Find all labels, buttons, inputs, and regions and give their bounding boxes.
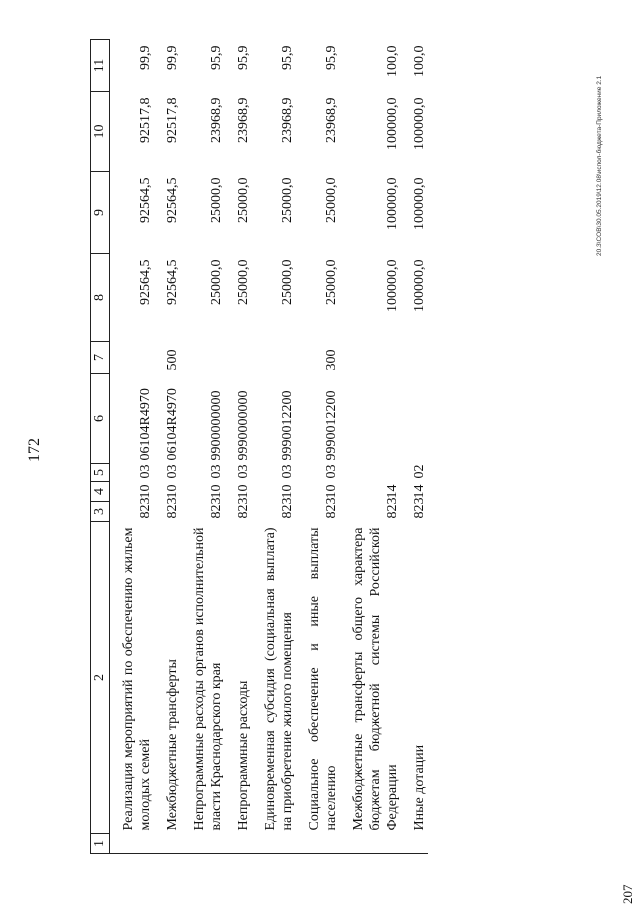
sheet-number: 207 — [620, 884, 635, 904]
value-col10: 23968,9 — [324, 97, 339, 143]
value-col8: 25000,0 — [209, 259, 224, 305]
section-code: 10 — [324, 484, 339, 499]
target-article-code — [401, 374, 428, 464]
value-col10: 23968,9 — [209, 97, 224, 143]
section-code: 10 — [280, 484, 295, 499]
target-article-code: 9990000000 — [236, 390, 251, 461]
value-col9: 25000,0 — [209, 177, 224, 223]
expense-name: Иные дотации — [412, 744, 427, 831]
value-col8: 100000,0 — [412, 259, 427, 312]
header-cell: 11 — [91, 40, 110, 92]
subsection-code: 03 — [324, 464, 339, 479]
header-cell: 6 — [91, 374, 110, 464]
percent-col11: 95,9 — [209, 45, 224, 70]
expense-name: Реализация мероприятий по обеспечению жильем молодых семей — [121, 527, 153, 831]
expense-type-code — [225, 342, 252, 374]
row-number-cell — [252, 834, 296, 854]
value-col8: 25000,0 — [280, 259, 295, 305]
value-col10: 23968,9 — [236, 97, 251, 143]
section-code: 10 — [165, 484, 180, 499]
header-cell: 1 — [91, 834, 110, 854]
ministry-code: 823 — [280, 497, 295, 519]
row-number-cell — [401, 834, 428, 854]
value-col8: 25000,0 — [236, 259, 251, 305]
percent-col11: 100,0 — [385, 45, 400, 77]
value-col8: 92564,5 — [165, 259, 180, 305]
percent-col11: 95,9 — [280, 45, 295, 70]
row-number-cell — [340, 834, 401, 854]
value-col9: 92564,5 — [165, 177, 180, 223]
section-code: 10 — [236, 484, 251, 499]
value-col8: 92564,5 — [138, 259, 153, 305]
table-row — [181, 40, 225, 854]
table-row — [252, 40, 296, 854]
subsection-code: 03 — [236, 464, 251, 479]
header-cell: 9 — [91, 172, 110, 254]
table-row — [225, 40, 252, 854]
section-code: 10 — [138, 484, 153, 499]
header-cell: 3 — [91, 502, 110, 522]
expense-type-code — [252, 342, 296, 374]
expense-name: Межбюджетные трансферты общего характера бюджетам бюджетной системы Российской Федерации — [351, 527, 400, 831]
header-cell: 10 — [91, 92, 110, 172]
document-footer: 20.3\COB\30.05.2019\12.08\испол-бюджета-Приложение 2.1 — [596, 75, 603, 256]
value-col10: 100000,0 — [412, 97, 427, 150]
row-number-cell — [181, 834, 225, 854]
value-col10: 23968,9 — [280, 97, 295, 143]
subsection-code: 02 — [412, 464, 427, 479]
expense-name: Межбюджетные трансферты — [165, 659, 180, 831]
row-number-cell — [154, 834, 181, 854]
row-number-cell — [296, 834, 340, 854]
value-col9: 25000,0 — [324, 177, 339, 223]
subsection-code: 03 — [209, 464, 224, 479]
header-cell: 5 — [91, 464, 110, 482]
expense-name: Единовременная субсидия (социальная выплата) на приобретение жилого помещения — [263, 527, 295, 831]
target-article-code: 9990012200 — [324, 390, 339, 461]
ministry-code: 823 — [165, 497, 180, 519]
budget-table — [90, 39, 428, 854]
value-col9: 92564,5 — [138, 177, 153, 223]
expense-type-code — [340, 342, 401, 374]
value-col8: 100000,0 — [385, 259, 400, 312]
value-col9: 100000,0 — [412, 177, 427, 230]
table-row — [340, 40, 401, 854]
table-row — [110, 40, 155, 854]
expense-type-code: 500 — [165, 349, 180, 371]
section-code: 14 — [412, 484, 427, 499]
ministry-code: 823 — [412, 497, 427, 519]
ministry-code: 823 — [209, 497, 224, 519]
percent-col11: 95,9 — [324, 45, 339, 70]
expense-type-code — [110, 342, 155, 374]
value-col10: 92517,8 — [138, 97, 153, 143]
header-row — [91, 40, 110, 854]
target-article-code: 9990012200 — [280, 390, 295, 461]
table-row — [401, 40, 428, 854]
section-code: 10 — [209, 484, 224, 499]
percent-col11: 99,9 — [138, 45, 153, 70]
value-col10: 100000,0 — [385, 97, 400, 150]
percent-col11: 95,9 — [236, 45, 251, 70]
header-cell: 2 — [91, 522, 110, 834]
subsection-code: 03 — [165, 464, 180, 479]
value-col9: 25000,0 — [280, 177, 295, 223]
target-article-code — [340, 374, 401, 464]
ministry-code: 823 — [385, 497, 400, 519]
value-col10: 92517,8 — [165, 97, 180, 143]
expense-type-code — [181, 342, 225, 374]
value-col8: 25000,0 — [324, 259, 339, 305]
header-cell: 4 — [91, 482, 110, 502]
row-number-cell — [225, 834, 252, 854]
value-col9: 25000,0 — [236, 177, 251, 223]
table-row — [296, 40, 340, 854]
value-col9: 100000,0 — [385, 177, 400, 230]
ministry-code: 823 — [236, 497, 251, 519]
expense-name: Непрограммные расходы — [236, 680, 251, 831]
target-article-code: 06104R4970 — [165, 388, 180, 461]
subsection-code — [340, 464, 401, 482]
target-article-code: 06104R4970 — [138, 388, 153, 461]
table-row — [154, 40, 181, 854]
percent-col11: 100,0 — [412, 45, 427, 77]
ministry-code: 823 — [324, 497, 339, 519]
expense-type-code — [401, 342, 428, 374]
header-cell: 8 — [91, 254, 110, 342]
expense-type-code: 300 — [324, 349, 339, 371]
expense-name: Непрограммные расходы органов исполнительной власти Краснодарского края — [192, 527, 224, 831]
row-number-cell — [110, 834, 155, 854]
subsection-code: 03 — [280, 464, 295, 479]
section-code: 14 — [385, 484, 400, 499]
page-number: 172 — [26, 438, 43, 462]
percent-col11: 99,9 — [165, 45, 180, 70]
ministry-code: 823 — [138, 497, 153, 519]
subsection-code: 03 — [138, 464, 153, 479]
target-article-code: 9900000000 — [209, 390, 224, 461]
header-cell: 7 — [91, 342, 110, 374]
expense-name: Социальное обеспечение и иные выплаты населению — [307, 527, 339, 831]
